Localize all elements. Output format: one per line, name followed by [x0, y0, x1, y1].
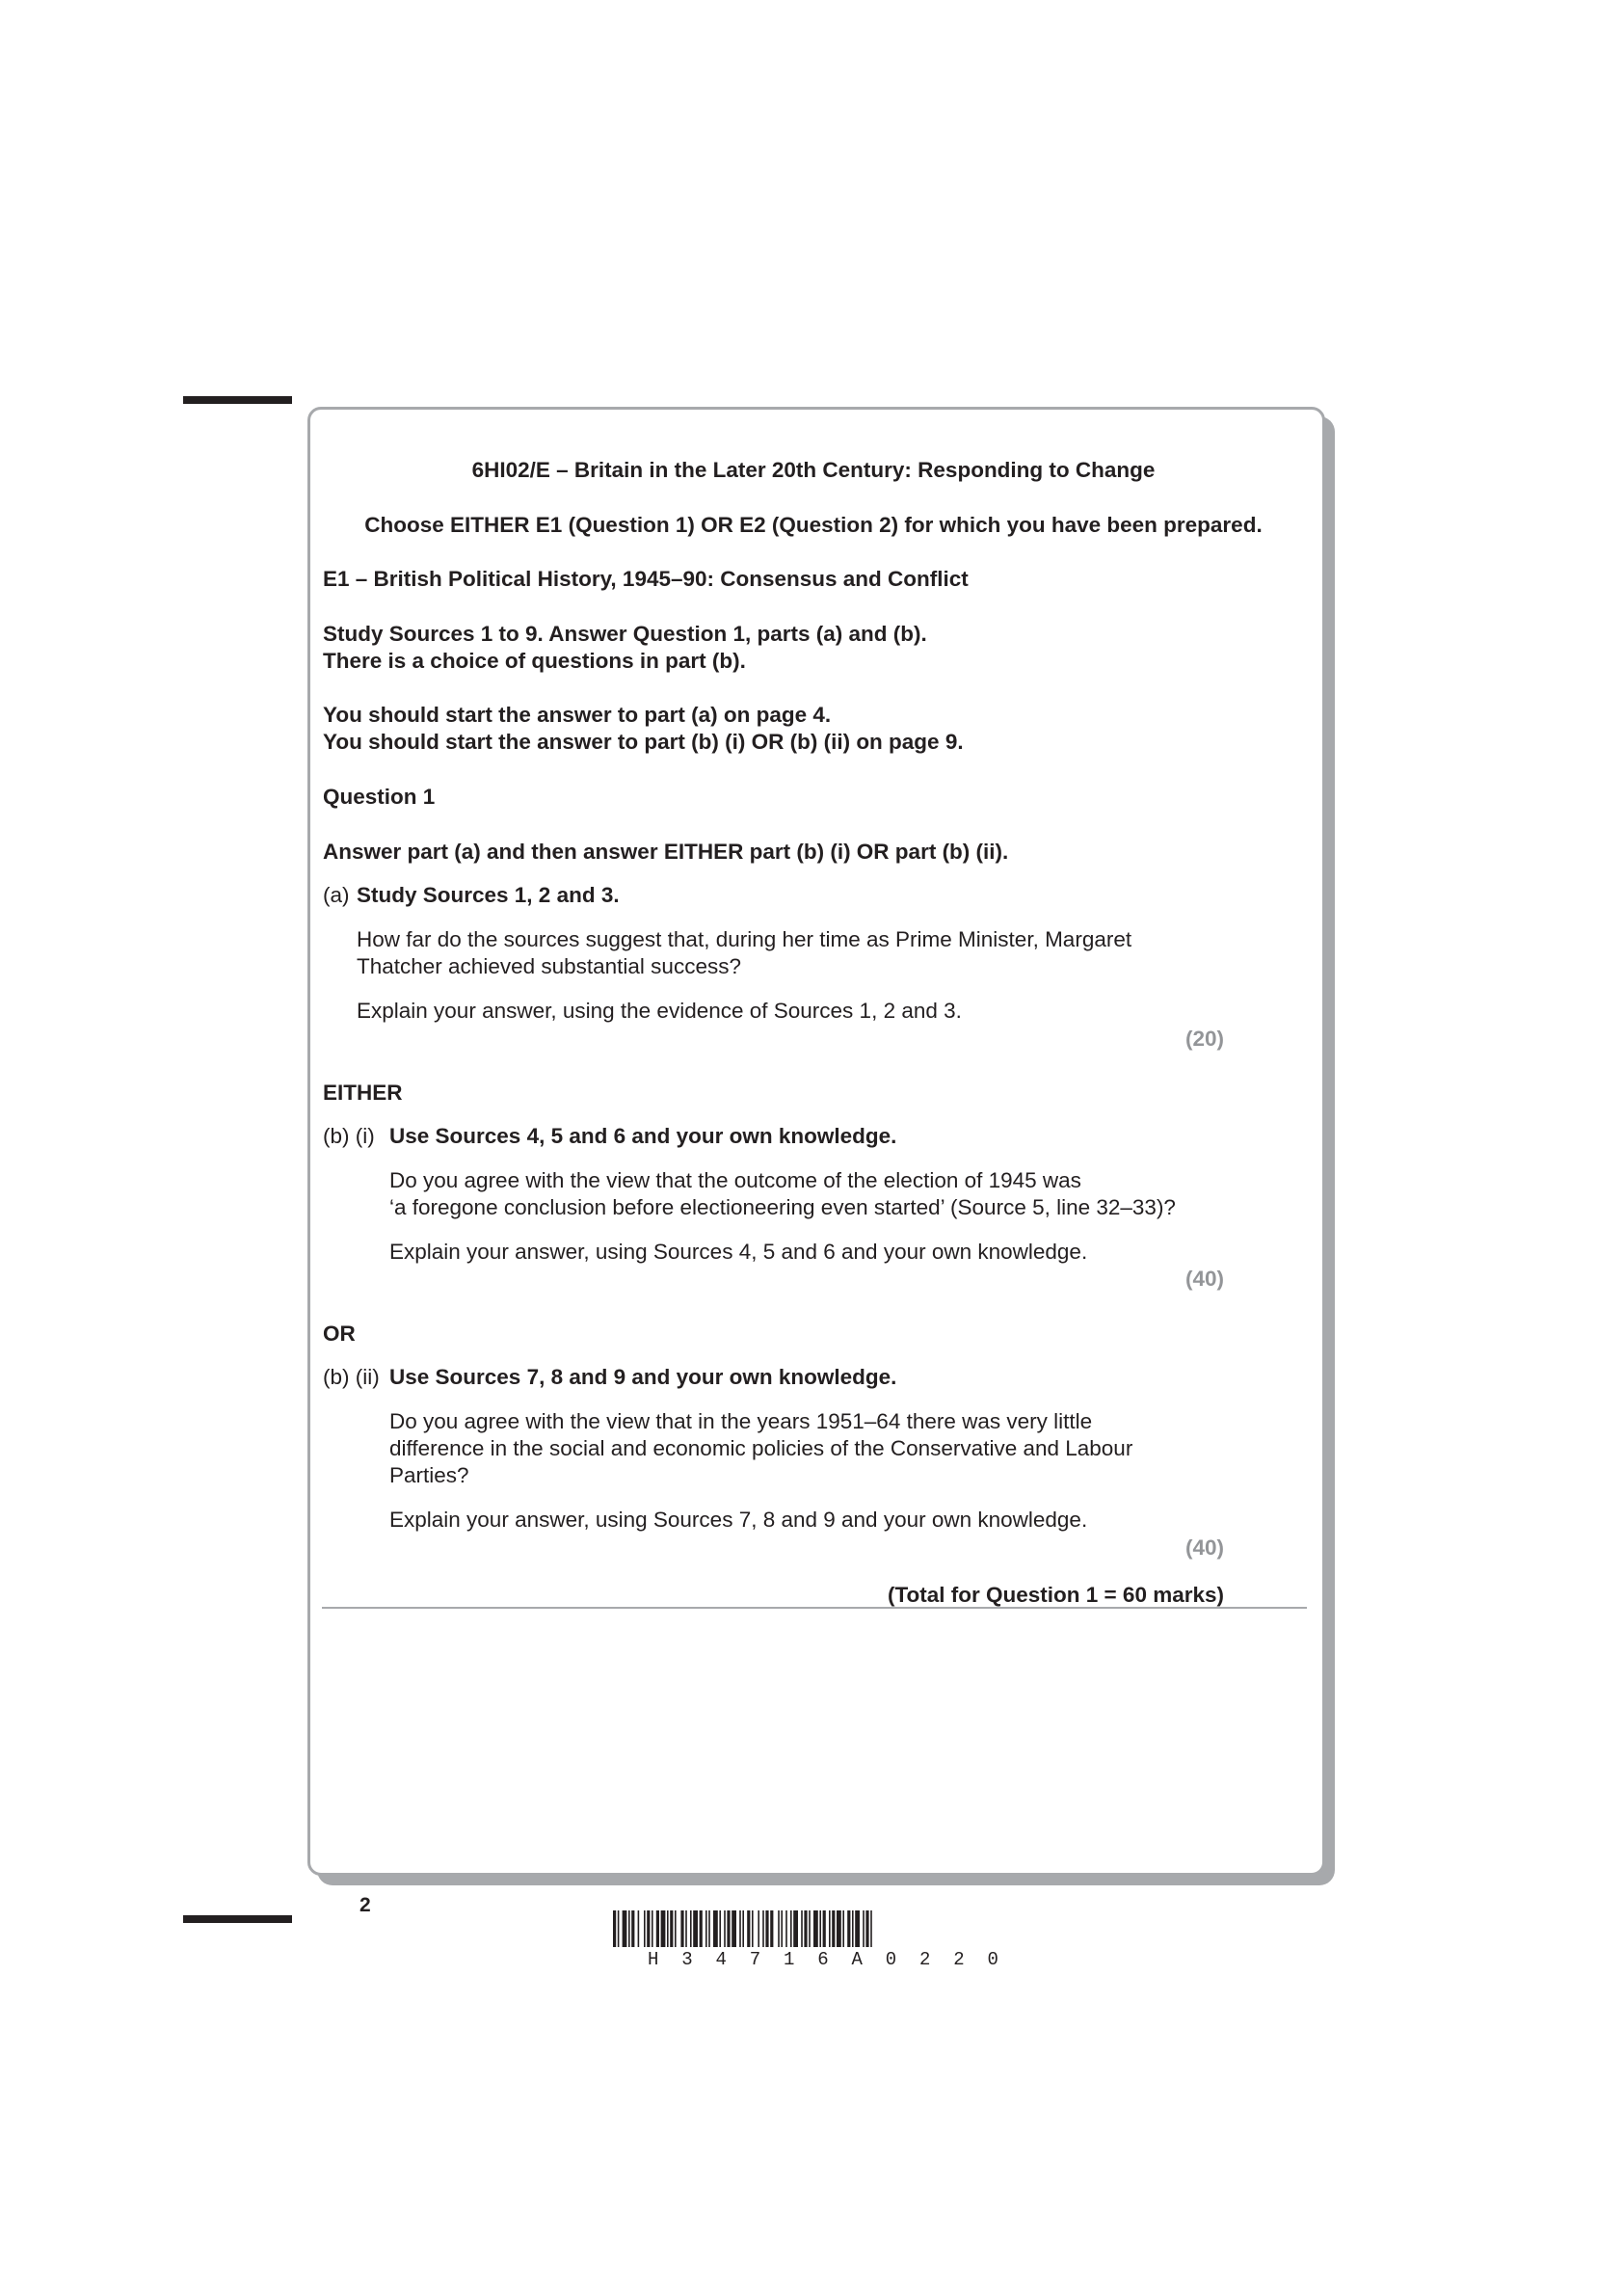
barcode-bar [823, 1910, 826, 1947]
start-instruction-1: You should start the answer to part (a) on page 4. [323, 703, 832, 727]
barcode-bar [690, 1910, 692, 1947]
barcode-bar [842, 1910, 844, 1947]
barcode-bar [770, 1910, 773, 1947]
part-a-explain: Explain your answer, using the evidence of Sources 1, 2 and 3. [357, 999, 962, 1023]
study-instruction-1: Study Sources 1 to 9. Answer Question 1, parts (a) and (b). [323, 622, 927, 646]
barcode-bar [675, 1910, 677, 1947]
barcode-bar [713, 1910, 718, 1947]
part-b-ii-marks: (40) [1184, 1535, 1224, 1560]
barcode-bar [623, 1910, 627, 1947]
barcode-bar [762, 1910, 764, 1947]
barcode-bar [652, 1910, 653, 1947]
barcode-bar [809, 1910, 811, 1947]
total-rule [322, 1607, 1307, 1609]
part-b-ii-question-3: Parties? [389, 1463, 469, 1487]
page-number: 2 [359, 1894, 371, 1916]
barcode-bar [661, 1910, 666, 1947]
barcode-bar [667, 1910, 669, 1947]
barcode-char: H [648, 1949, 659, 1970]
barcode-bar [724, 1910, 726, 1947]
barcode-bar [618, 1910, 620, 1947]
barcode-bar [638, 1910, 640, 1947]
part-b-ii-question-1: Do you agree with the view that in the years 1951–64 there was very little [389, 1409, 1093, 1433]
barcode-bar [765, 1910, 768, 1947]
barcode-bar [631, 1910, 634, 1947]
barcode-char: 6 [817, 1949, 829, 1970]
barcode-bar [719, 1910, 721, 1947]
part-b-i-label: (b) (i) [323, 1124, 375, 1148]
part-b-i-question-1: Do you agree with the view that the outcome of the election of 1945 was [389, 1168, 1081, 1192]
barcode-bar [705, 1910, 707, 1947]
barcode-bar [656, 1910, 659, 1947]
barcode-bar [837, 1910, 841, 1947]
start-instruction-2: You should start the answer to part (b) (i) OR (b) (ii) on page 9. [323, 730, 964, 754]
section-title: E1 – British Political History, 1945–90: Consensus and Conflict [323, 567, 969, 591]
barcode-bar [708, 1910, 710, 1947]
part-a-question-2: Thatcher achieved substantial success? [357, 954, 741, 978]
barcode-char: 1 [784, 1949, 795, 1970]
barcode-text [613, 1949, 1033, 1970]
barcode-bar [670, 1910, 673, 1947]
part-b-i-heading: Use Sources 4, 5 and 6 and your own knowledge. [389, 1124, 897, 1148]
barcode-bar [647, 1910, 650, 1947]
barcode-bar [804, 1910, 807, 1947]
barcode-char: 2 [953, 1949, 965, 1970]
barcode-char: 2 [919, 1949, 931, 1970]
barcode-bar [832, 1910, 835, 1947]
choose-instruction: Choose EITHER E1 (Question 1) OR E2 (Question 2) for which you have been prepared. [364, 513, 1263, 537]
barcode-bar [732, 1910, 736, 1947]
barcode-bar [785, 1910, 787, 1947]
paper-title: 6HI02/E – Britain in the Later 20th Century: Responding to Change [471, 458, 1156, 482]
barcode-char: 0 [987, 1949, 998, 1970]
barcode-bar [752, 1910, 754, 1947]
part-a-question-1: How far do the sources suggest that, during her time as Prime Minister, Margaret [357, 927, 1132, 951]
barcode-bar [829, 1910, 831, 1947]
barcode-bar [790, 1910, 792, 1947]
barcode-icon [613, 1910, 1033, 1949]
barcode-bar [781, 1910, 783, 1947]
barcode-bar [685, 1910, 687, 1947]
barcode-bar [870, 1910, 872, 1947]
barcode-bar [739, 1910, 741, 1947]
barcode-bar [855, 1910, 860, 1947]
barcode-bar [747, 1910, 750, 1947]
answer-instruction: Answer part (a) and then answer EITHER part (b) (i) OR part (b) (ii). [323, 840, 1009, 864]
question-total: (Total for Question 1 = 60 marks) [887, 1583, 1224, 1607]
barcode-bar [758, 1910, 759, 1947]
part-b-i-marks: (40) [1184, 1267, 1224, 1291]
part-a-marks: (20) [1184, 1027, 1224, 1051]
top-margin-marker [183, 396, 292, 404]
or-label: OR [323, 1322, 356, 1346]
barcode-bar [628, 1910, 630, 1947]
part-b-ii-explain: Explain your answer, using Sources 7, 8 and 9 and your own knowledge. [389, 1508, 1088, 1532]
barcode-bar [700, 1910, 703, 1947]
barcode-bar [847, 1910, 850, 1947]
barcode-bar [852, 1910, 854, 1947]
either-label: EITHER [323, 1081, 403, 1105]
barcode-bar [863, 1910, 865, 1947]
barcode-bar [778, 1910, 780, 1947]
barcode-char: 3 [681, 1949, 693, 1970]
barcode-char: 4 [715, 1949, 727, 1970]
part-b-i-question-2: ‘a foregone conclusion before electioneering even started’ (Source 5, line 32–33)? [389, 1195, 1176, 1219]
barcode-bar [680, 1910, 683, 1947]
part-b-ii-question-2: difference in the social and economic policies of the Conservative and Labour [389, 1436, 1133, 1460]
question-heading: Question 1 [323, 785, 436, 809]
barcode-bar [727, 1910, 730, 1947]
barcode-char: A [851, 1949, 863, 1970]
barcode-bar [865, 1910, 868, 1947]
barcode-bar [644, 1910, 646, 1947]
barcode-bar [813, 1910, 818, 1947]
part-a-heading: Study Sources 1, 2 and 3. [357, 883, 620, 907]
barcode-bar [613, 1910, 616, 1947]
barcode-bar [819, 1910, 821, 1947]
barcode-bar [801, 1910, 803, 1947]
part-b-ii-label: (b) (ii) [323, 1365, 380, 1389]
barcode-char: 0 [885, 1949, 897, 1970]
barcode-bar [693, 1910, 698, 1947]
barcode-bar [793, 1910, 798, 1947]
study-instruction-2: There is a choice of questions in part (b). [323, 649, 746, 673]
part-b-ii-heading: Use Sources 7, 8 and 9 and your own knowledge. [389, 1365, 897, 1389]
part-a-label: (a) [323, 883, 350, 907]
barcode-char: 7 [749, 1949, 761, 1970]
bottom-margin-marker [183, 1915, 292, 1923]
part-b-i-explain: Explain your answer, using Sources 4, 5 and 6 and your own knowledge. [389, 1240, 1088, 1264]
barcode-bar [742, 1910, 744, 1947]
